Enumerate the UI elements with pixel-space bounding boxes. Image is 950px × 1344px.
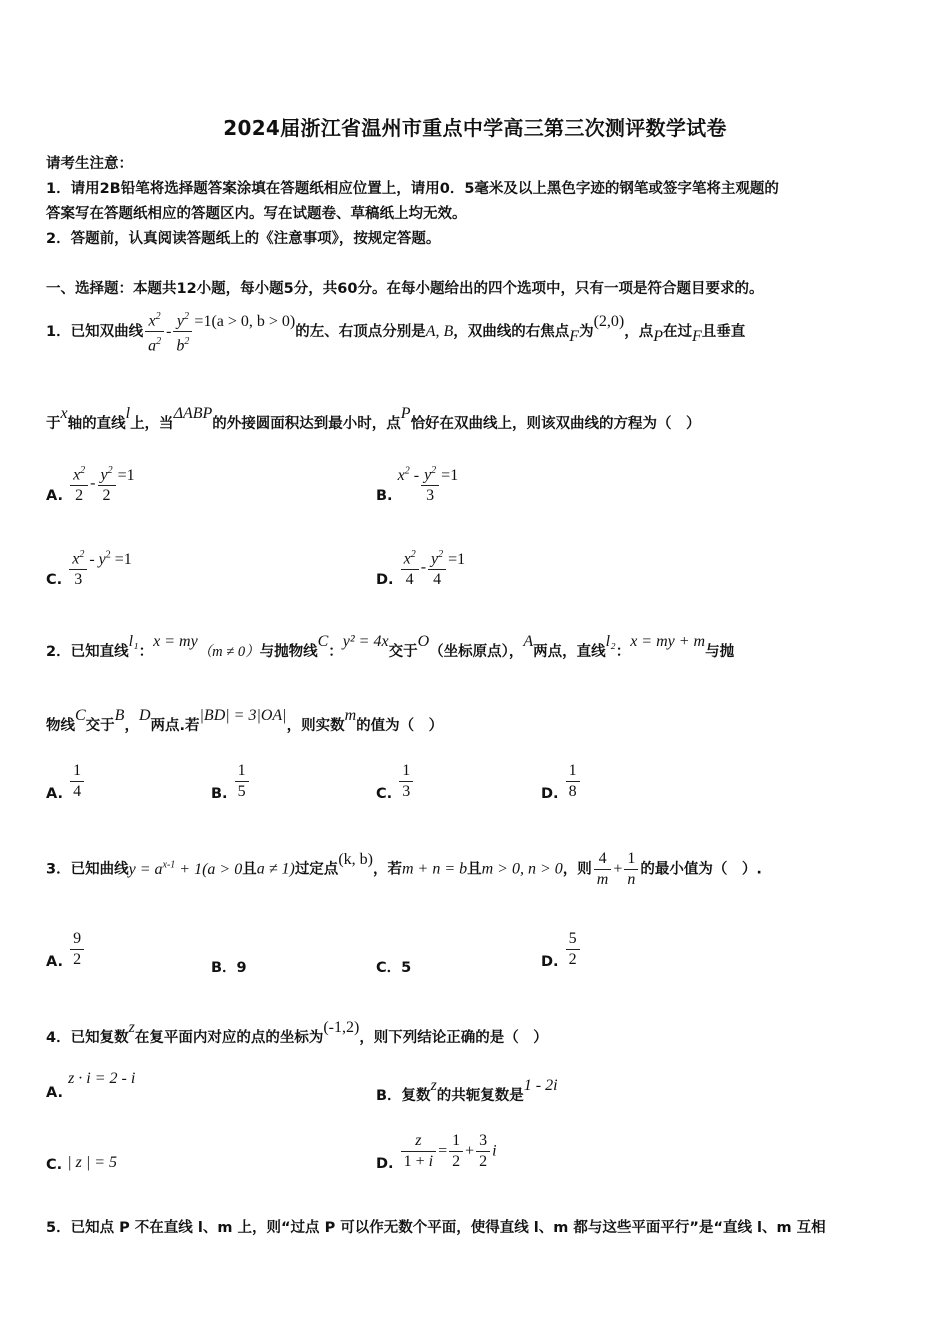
q1-x: x	[60, 405, 68, 422]
q2-option-b-label: B.	[211, 785, 228, 802]
q1-option-a-label: A.	[46, 487, 63, 504]
q2-comma: ，	[124, 718, 139, 734]
q2-option-c-label: C.	[376, 785, 393, 802]
q2-d-num: 1	[566, 762, 580, 782]
q1-option-c[interactable]: C. $\frac{x^2}{3}$ - $y^2 =1$	[46, 546, 132, 589]
q1-text-5: ，点	[624, 323, 654, 340]
q2-option-a-frac	[70, 762, 84, 801]
q2-a-den: 4	[73, 783, 82, 800]
q3-option-b[interactable]: B．9	[211, 960, 247, 976]
q4-option-c-eq: | z | = 5	[67, 1154, 118, 1171]
q2-B: B	[114, 707, 125, 724]
q4-d-frac-z: $\frac{z}{1 + i}$	[401, 1132, 436, 1171]
q2-C2: C	[75, 707, 86, 724]
q3-text-2: 过定点	[294, 861, 339, 878]
q1-option-d[interactable]: D. $\frac{x^2}{4}$ - $\frac{y^2}{4}$ =1	[376, 546, 465, 589]
q2-option-a-label: A.	[46, 785, 63, 802]
q1-d-frac2: $\frac{y^2}{4}$	[428, 546, 446, 589]
q4-text-2: 在复平面内对应的点的坐标为	[134, 1030, 324, 1046]
q1-frac-y2b2: $\frac{y^2}{b^2}$	[173, 308, 192, 356]
q4-option-c-label: C.	[46, 1157, 63, 1173]
q3-cond: m > 0, n > 0	[481, 860, 563, 878]
q3-a-den: 2	[73, 951, 82, 968]
q1-text-2: 的左、右顶点分别是	[295, 323, 426, 340]
q2-l2-2: 交于	[85, 718, 115, 734]
q3-option-c[interactable]: C．5	[376, 960, 412, 976]
q4-option-c[interactable]	[46, 1156, 117, 1174]
q3-option-a-frac	[70, 930, 84, 969]
q3-option-a[interactable]	[46, 930, 86, 969]
q4-option-d-label: D.	[376, 1155, 394, 1172]
q1-option-a[interactable]: A. $\frac{x^2}{2}$ - $\frac{y^2}{2}$ =1	[46, 462, 135, 505]
q1-option-b[interactable]: B. $x^2$ - $\frac{y^2}{3}$ =1	[376, 462, 458, 505]
q2-d-den: 8	[568, 783, 577, 800]
q4-z: z	[128, 1019, 135, 1036]
q3-curve: $y = a^{x-1} + 1(a > 0$	[128, 859, 243, 878]
q1-triangle: ΔABP	[173, 405, 213, 422]
q1-text-1: 1．已知双曲线	[46, 323, 144, 340]
q1-option-d-label: D.	[376, 571, 394, 588]
question-5-line-1: 5．已知点 P 不在直线 l、m 上，则“过点 P 可以作无数个平面，使得直线 l、m 都与这些平面平行”是“直线 l、m 互相	[46, 1220, 826, 1236]
q3-option-a-label: A.	[46, 953, 63, 970]
q1-l2-3: 上，当	[130, 416, 174, 432]
q3-frac-4m: $\frac{4}{m}$	[594, 850, 612, 889]
q2-option-d-label: D.	[541, 785, 559, 802]
q2-l1: l₁	[128, 633, 139, 650]
q1-F: F	[569, 327, 580, 345]
q3-option-d-frac	[566, 930, 580, 969]
q2-text-3: 交于	[388, 644, 418, 660]
q2-c-den: 3	[402, 783, 411, 800]
q2-text-2: 与抛物线	[259, 644, 318, 660]
q2-colon-2: ：	[328, 644, 343, 660]
q4-text-3: ，则下列结论正确的是（ ）	[359, 1030, 548, 1046]
q2-m-neq: （m ≠ 0）	[197, 644, 260, 660]
q2-eq2: y² = 4x	[342, 633, 389, 650]
q2-colon-1: ：	[138, 644, 154, 660]
q1-a-frac1: $\frac{x^2}{2}$	[70, 462, 88, 505]
question-3-line-1: 3．已知曲线$y = a^{x-1} + 1(a > 0$且a ≠ 1)过定点(k, b)，若m + n = b且m > 0, n > 0，则 $\frac{4}{m}$ + $\frac{1}{n}$ 的最小值为（ ）.	[46, 850, 762, 888]
q4-option-b-eq: 1 - 2i	[523, 1077, 558, 1094]
q2-C: C	[317, 633, 329, 650]
q1-l2-1: 于	[46, 416, 61, 432]
q3-option-d-label: D.	[541, 953, 559, 970]
q2-text-6: 与抛	[705, 644, 735, 660]
q1-d-frac1: $\frac{x^2}{4}$	[401, 546, 419, 589]
q1-text-6: 在过	[663, 323, 693, 340]
page-title: 2024届浙江省温州市重点中学高三第三次测评数学试卷	[223, 116, 727, 140]
q2-c-num: 1	[399, 762, 413, 782]
q2-option-b[interactable]	[211, 762, 251, 801]
q1-P: P	[653, 327, 664, 345]
q2-option-c[interactable]	[376, 762, 415, 801]
q2-O: O	[417, 633, 430, 650]
q1-l2-4: 的外接圆面积达到最小时，点	[212, 416, 401, 432]
q1-P2: P	[400, 405, 411, 422]
q4-d-frac-half: $\frac{1}{2}$	[449, 1132, 463, 1171]
q4-d-frac-3half: $\frac{3}{2}$	[476, 1132, 490, 1171]
q3-kb: (k, b)	[338, 850, 373, 868]
q3-text-6: 的最小值为（ ）.	[640, 861, 762, 878]
q2-option-c-frac	[399, 762, 413, 801]
q4-option-b-mid: 的共轭复数是	[436, 1088, 524, 1104]
question-1-line-2	[46, 405, 701, 433]
q4-option-b[interactable]	[376, 1077, 558, 1105]
q2-l2-3: 两点.若	[150, 718, 200, 734]
q3-text-3: ，若	[372, 861, 402, 878]
q4-option-a-label: A.	[46, 1085, 63, 1101]
q3-text-4: 且	[467, 861, 482, 878]
q4-option-b-z: z	[430, 1077, 437, 1094]
question-1-line-1: 1．已知双曲线 $\frac{x^2}{a^2}$ - $\frac{y^2}{b^2}$ =1(a > 0, b > 0)的左、右顶点分别是A, B，双曲线的右焦点F为(2,0)，点P在过F且垂直	[46, 308, 745, 356]
q1-F2: F	[692, 327, 702, 345]
q2-a-num: 1	[70, 762, 84, 782]
q2-b-den: 5	[237, 783, 246, 800]
q4-point: (-1,2)	[323, 1019, 360, 1036]
q2-D: D	[138, 707, 151, 724]
q2-b-num: 1	[235, 762, 249, 782]
q1-text-4: 为	[579, 323, 594, 340]
q1-l2-5: 恰好在双曲线上，则该双曲线的方程为（ ）	[410, 416, 701, 432]
q4-option-d[interactable]: D. $\frac{z}{1 + i}$ = $\frac{1}{2}$ + $\frac{3}{2}$ i	[376, 1132, 497, 1172]
q1-l2-2: 轴的直线	[67, 416, 126, 432]
q3-a-num: 9	[70, 930, 84, 950]
notice-heading: 请考生注意：	[46, 156, 133, 172]
q3-text-1: 3．已知曲线	[46, 861, 129, 878]
q2-l2: l₂	[605, 633, 616, 650]
q2-eq3: x = my + m	[630, 633, 706, 650]
q1-a-frac2: $\frac{y^2}{2}$	[98, 462, 116, 505]
q2-A: A	[523, 633, 534, 650]
q4-option-a-eq: z · i = 2 - i	[68, 1070, 136, 1087]
notice-line-1: 1．请用2B铅笔将选择题答案涂填在答题纸相应位置上，请用0．5毫米及以上黑色字迹的钢笔或签字笔将主观题的	[46, 181, 779, 197]
q1-b-frac: $\frac{y^2}{3}$	[421, 462, 439, 505]
q1-option-c-label: C.	[46, 571, 63, 588]
q1-frac-x2a2: $\frac{x^2}{a^2}$	[145, 308, 164, 356]
q3-d-num: 5	[566, 930, 580, 950]
q4-option-a[interactable]	[46, 1070, 136, 1102]
q2-text-1: 2．已知直线	[46, 644, 129, 660]
q3-frac-1n: $\frac{1}{n}$	[624, 850, 638, 889]
q2-l2-5: 的值为（ ）	[356, 718, 444, 734]
q3-text-5: ，则	[562, 861, 592, 878]
q1-option-b-label: B.	[376, 487, 393, 504]
question-2-line-2	[46, 707, 444, 735]
q2-option-d[interactable]	[541, 762, 582, 801]
notice-line-2: 答案写在答题纸相应的答题区内。写在试题卷、草稿纸上均无效。	[46, 206, 467, 222]
q2-eq1: x = my	[153, 633, 198, 650]
q2-l2-4: ，则实数	[286, 718, 345, 734]
q2-text-5: 两点，直线	[533, 644, 606, 660]
section-heading: 一、选择题：本题共12小题，每小题5分，共60分。在每小题给出的四个选项中，只有一项是符合题目要求的。	[46, 281, 764, 297]
question-2-line-1	[46, 633, 735, 661]
q3-d-den: 2	[568, 951, 577, 968]
q2-option-b-frac	[235, 762, 249, 801]
q1-l: l	[125, 405, 131, 422]
q2-option-d-frac	[566, 762, 580, 801]
q1-eq-tail: =1(a > 0, b > 0)	[194, 312, 296, 330]
q1-coord: (2,0)	[593, 312, 625, 330]
q1-c-frac: $\frac{x^2}{3}$	[69, 546, 87, 589]
q3-and: 且	[242, 861, 257, 878]
q2-option-a[interactable]	[46, 762, 86, 801]
q4-option-b-label: B．复数	[376, 1088, 431, 1104]
q1-ab: A, B	[425, 322, 454, 340]
q4-text-1: 4．已知复数	[46, 1030, 129, 1046]
question-4-line-1	[46, 1019, 548, 1047]
q2-m: m	[344, 707, 357, 724]
q1-text-3: ，双曲线的右焦点	[453, 323, 570, 340]
q3-option-d[interactable]	[541, 930, 582, 969]
q3-mn: m + n = b	[401, 860, 468, 878]
q2-l2-1: 物线	[46, 718, 75, 734]
q3-neq: a ≠ 1)	[256, 860, 295, 878]
q1-text-7: 且垂直	[701, 323, 746, 340]
q2-text-4: （坐标原点），	[429, 644, 524, 660]
notice-line-3: 2．答题前，认真阅读答题纸上的《注意事项》，按规定答题。	[46, 231, 441, 247]
q2-colon-3: ：	[615, 644, 631, 660]
q2-cond: |BD| = 3|OA|	[199, 707, 287, 724]
